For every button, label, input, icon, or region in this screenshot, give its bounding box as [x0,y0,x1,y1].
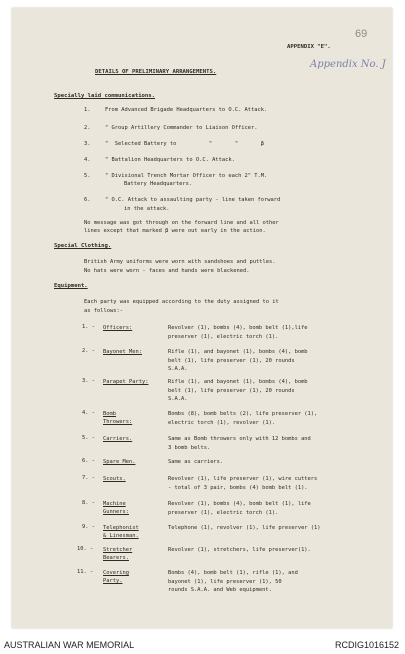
clothing-text: British Army uniforms were worn with sandshoes and puttles. [84,259,276,265]
equipment-item-number: 10. - [77,546,94,552]
equipment-item-role: Throwers: [103,419,133,425]
equipment-item-role: Parapet Party: [103,379,149,385]
list-item-text: From Advanced Brigade Headquarters to O.C. Attack. [105,107,268,113]
equipment-item-role: Party. [103,578,123,584]
item-number: 6. [84,197,91,203]
equipment-item-number: 3. - [82,378,95,384]
equipment-item-description: S.A.A. [168,396,188,402]
equipment-item-description: 3 bomb belts. [168,444,211,451]
equipment-item-description: Bombs (4), bomb belt (1), rifle (1), and [168,570,298,576]
document-title: DETAILS OF PRELIMINARY ARRANGEMENTS. [95,69,217,75]
equipment-item-description: preserver (1), electric torch (1). [168,333,279,340]
communications-heading: Specially laid communications. [54,93,156,99]
footer-archive-name: AUSTRALIAN WAR MEMORIAL [4,640,135,650]
equipment-item-role: Officers: [103,325,133,331]
equipment-item-description: Rifle (1), and bayonet (1), bombs (4), bomb [168,379,308,385]
equipment-item-role: Bomb [103,411,116,417]
footer-record-id: RCDIG1016152 [334,640,399,650]
equipment-item-number: 6. - [82,458,95,464]
equipment-item-role: Carriers. [103,436,133,442]
equipment-item-description: Revolver (1), life preserver (1), wire cutters [168,476,318,482]
list-item [84,106,91,115]
document-page [12,8,392,628]
equipment-item-role: Gunners: [103,509,129,515]
equipment-item-description: Same as Bomb throwers only with 12 bombs and [168,436,311,442]
equipment-item-description: preserver (1), electric torch (1). [168,509,279,516]
list-item-text: " O.C. Attack to assaulting party - line taken forward [105,197,281,203]
equipment-item-number: 11. - [77,569,94,575]
equipment-item-description: Telephone (1), revolver (1), life preserver (1) [168,525,321,531]
equipment-intro: Each party was equipped according to the duty assigned to it [84,299,279,305]
item-number: 1. [84,107,91,113]
equipment-item-number: 1. - [82,324,95,330]
equipment-item-number: 9. - [82,524,95,530]
item-number: 2. [84,125,91,131]
equipment-item-number: 4. - [82,410,95,416]
list-item-text-continued: Battery Headquarters. [124,181,193,187]
equipment-item-description: Rifle (1), and bayonet (1), bombs (4), bomb [168,349,308,355]
equipment-item-description: S.A.A. [168,366,188,372]
equipment-item-number: 5. - [82,435,95,441]
equipment-heading: Equipment. [54,283,88,289]
equipment-item-role: Stretcher [103,547,133,553]
equipment-item-description: Revolver (1), bombs (4), bomb belt (1), life [168,501,311,507]
equipment-item-description: Revolver (1), stretchers, life preserver(1). [168,547,311,553]
appendix-label: APPENDIX "E". [287,44,331,50]
page-number: 69 [355,28,368,40]
equipment-item-description: - total of 3 pair, bombs (4) bomb belt (1). [168,484,308,491]
equipment-item-description: electric torch (1), revolver (1). [168,419,276,426]
list-item-text-continued: in the attack. [124,206,170,212]
equipment-item-description: rounds S.A.A. and Web equipment. [168,587,272,593]
equipment-item-number: 7. - [82,475,95,481]
equipment-item-role: Bayonet Men: [103,349,142,355]
equipment-item-role: Scouts. [103,476,126,482]
list-item-text: " Group Artillery Commander to Liaison Officer. [105,125,258,131]
equipment-item-description: Revolver (1), bombs (4), bomb belt (1),life [168,325,308,331]
equipment-item-role: Bearers. [103,555,129,561]
communications-note: No message was got through on the forward line and all other [84,220,279,226]
equipment-item-description: belt (1), life preserver (1), 20 rounds [168,357,295,364]
list-item-text: " Selected Battery to " " β [105,141,265,147]
equipment-item-role: & Linesman. [103,533,139,539]
equipment-item-number: 2. - [82,348,95,354]
equipment-item-description: Same as carriers. [168,459,224,465]
equipment-item-description: belt (1), life preserver (1), 20 rounds [168,387,295,394]
equipment-item-role: Spare Men. [103,459,136,465]
item-number: 5. [84,173,91,179]
clothing-text: No hats were worn - faces and hands were blackened. [84,268,250,274]
item-number: 3. [84,141,91,147]
equipment-intro: as follows:- [84,308,123,314]
equipment-item-description: Bombs (8), bomb belts (2), life preserver (1), [168,411,318,417]
appendix-handwritten-note: Appendix No. J [310,59,386,70]
equipment-item-number: 8. - [82,500,95,506]
list-item-text: " Battalion Headquarters to O.C. Attack. [105,157,235,163]
clothing-heading: Special Clothing. [54,243,112,249]
equipment-item-role: Covering [103,570,129,576]
equipment-item-description: bayonet (1), life preserver (1), 50 [168,578,282,585]
list-item-text: " Divisional Trench Mortar Officer to each 2" T.M. [105,173,268,179]
equipment-item-role: Telephonist [103,525,139,531]
communications-note: lines except that marked β were out early in the action. [84,228,266,234]
equipment-item-role: Machine [103,501,126,507]
item-number: 4. [84,157,91,163]
